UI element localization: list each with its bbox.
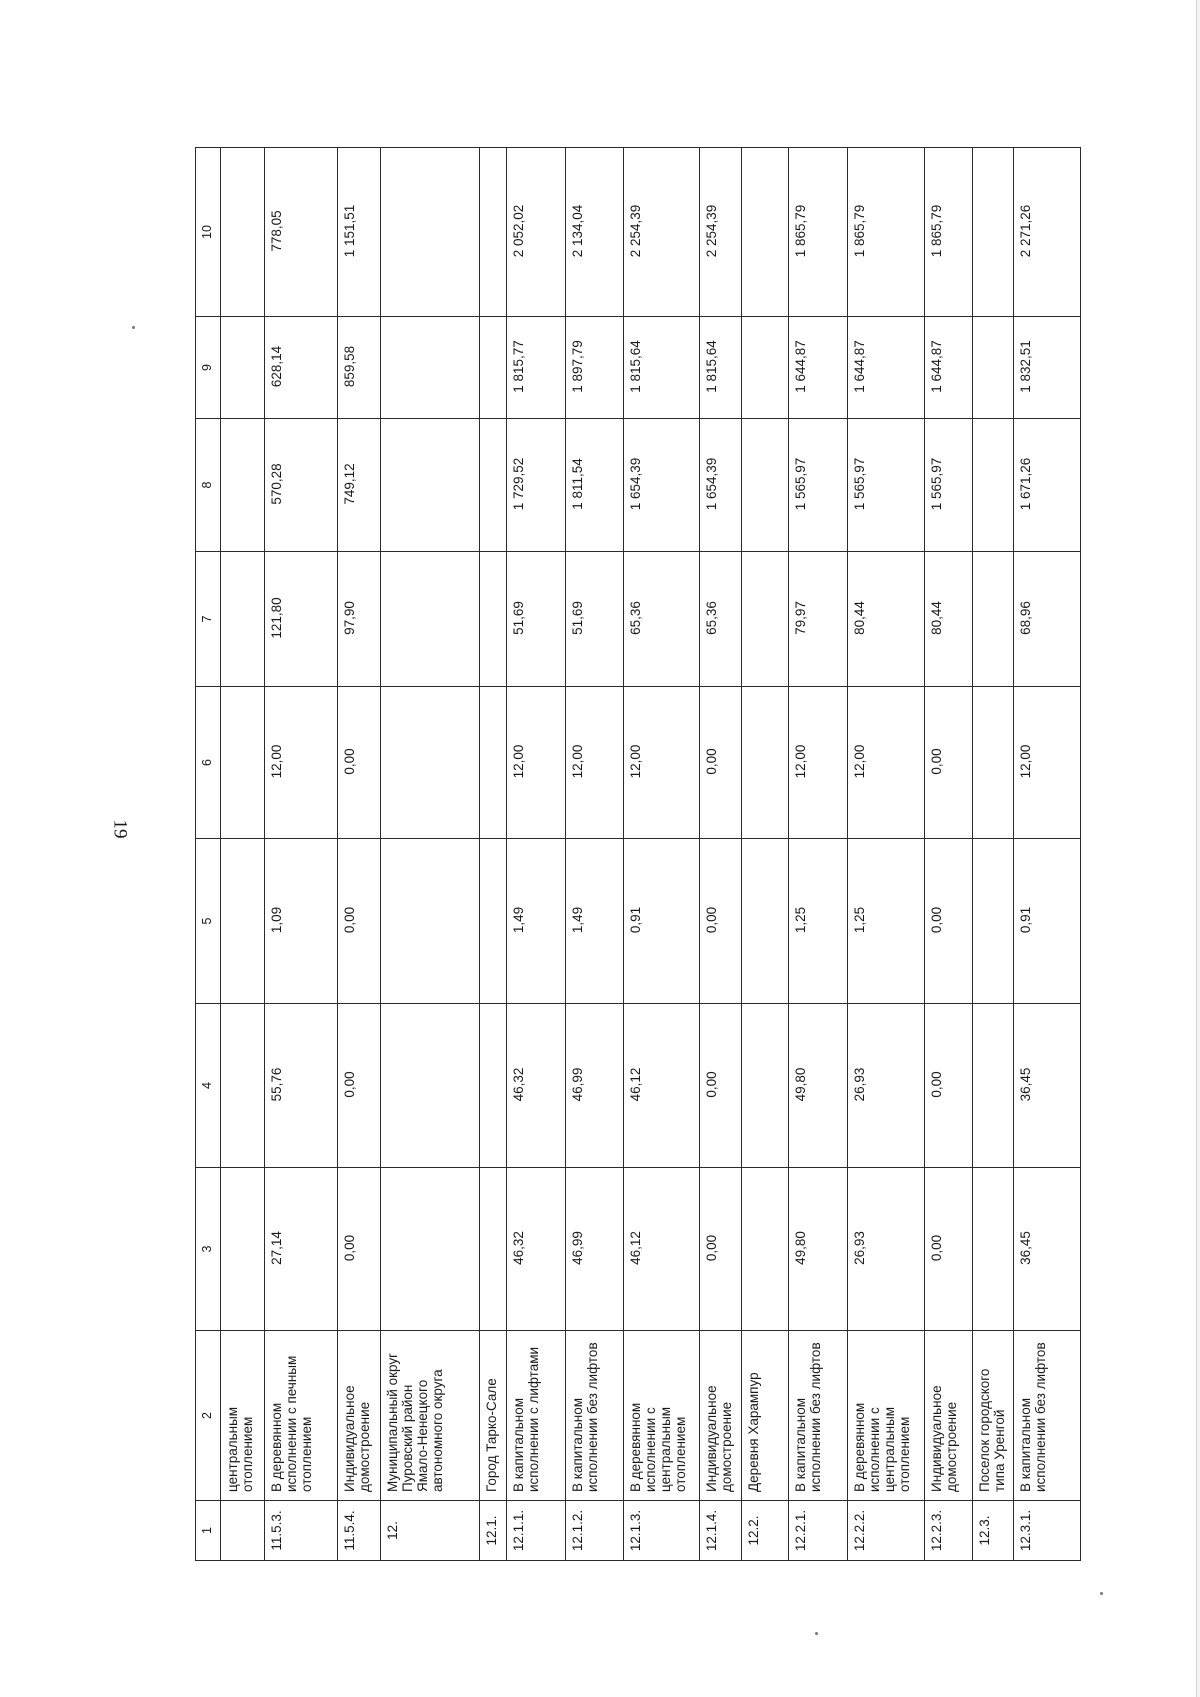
value-cell-col-4: 0,00 — [699, 1004, 741, 1168]
value-cell-col-10: 1 865,79 — [847, 148, 924, 317]
row-number-cell: 12.3. — [972, 1501, 1014, 1561]
value-cell-col-3: 0,00 — [924, 1168, 972, 1331]
value-cell-col-5: 1,25 — [789, 839, 847, 1004]
value-cell-col-10: 1 865,79 — [924, 148, 972, 317]
scan-speck — [815, 1632, 818, 1635]
value-cell-col-10: 2 254,39 — [623, 148, 699, 317]
row-number-cell: 12.1.1. — [507, 1501, 565, 1561]
value-cell-col-4 — [381, 1004, 480, 1168]
value-cell-col-4: 0,00 — [337, 1004, 381, 1168]
value-cell-col-4: 55,76 — [264, 1004, 337, 1168]
header-cell: 4 — [196, 1004, 221, 1168]
value-cell-col-6 — [381, 687, 480, 839]
value-cell-col-3 — [480, 1168, 507, 1331]
row-number-cell: 11.5.3. — [264, 1501, 337, 1561]
header-cell: 10 — [196, 148, 221, 317]
row-description-cell: Индивидуальное домостроение — [699, 1331, 741, 1501]
table-row — [789, 148, 847, 1561]
value-cell-col-10 — [220, 148, 264, 317]
value-cell-col-4: 46,32 — [507, 1004, 565, 1168]
row-description-cell: Муниципальный округ Пуровский район Ямало-Ненецкого автономного округа — [381, 1331, 480, 1501]
row-number-cell: 12.2.3. — [924, 1501, 972, 1561]
value-cell-col-4: 26,93 — [847, 1004, 924, 1168]
value-cell-col-5: 0,91 — [623, 839, 699, 1004]
table-row — [381, 148, 480, 1561]
value-cell-col-7: 80,44 — [924, 552, 972, 687]
value-cell-col-3: 27,14 — [264, 1168, 337, 1331]
value-cell-col-8 — [381, 419, 480, 552]
value-cell-col-9 — [480, 317, 507, 419]
table-row — [264, 148, 337, 1561]
value-cell-col-5: 1,09 — [264, 839, 337, 1004]
header-cell: 1 — [196, 1501, 221, 1561]
value-cell-col-6 — [220, 687, 264, 839]
value-cell-col-6: 12,00 — [507, 687, 565, 839]
value-cell-col-3 — [220, 1168, 264, 1331]
value-cell-col-7: 80,44 — [847, 552, 924, 687]
value-cell-col-5: 0,91 — [1014, 839, 1081, 1004]
value-cell-col-8 — [220, 419, 264, 552]
value-cell-col-7 — [381, 552, 480, 687]
value-cell-col-7: 121,80 — [264, 552, 337, 687]
value-cell-col-3 — [741, 1168, 789, 1331]
value-cell-col-10: 2 254,39 — [699, 148, 741, 317]
value-cell-col-8: 1 729,52 — [507, 419, 565, 552]
value-cell-col-9: 1 644,87 — [924, 317, 972, 419]
value-cell-col-3: 46,99 — [565, 1168, 623, 1331]
row-description-cell: В деревянном исполнении с печным отоплением — [264, 1331, 337, 1501]
value-cell-col-8: 1 565,97 — [924, 419, 972, 552]
value-cell-col-9 — [741, 317, 789, 419]
value-cell-col-3: 0,00 — [337, 1168, 381, 1331]
value-cell-col-6: 12,00 — [565, 687, 623, 839]
value-cell-col-3 — [381, 1168, 480, 1331]
value-cell-col-9 — [220, 317, 264, 419]
value-cell-col-5 — [741, 839, 789, 1004]
scan-speck — [1100, 1592, 1103, 1595]
row-description-cell: Деревня Харампур — [741, 1331, 789, 1501]
value-cell-col-6: 12,00 — [264, 687, 337, 839]
header-cell: 9 — [196, 317, 221, 419]
table-row — [337, 148, 381, 1561]
table-row — [972, 148, 1014, 1561]
value-cell-col-6: 12,00 — [1014, 687, 1081, 839]
value-cell-col-9 — [972, 317, 1014, 419]
value-cell-col-4: 49,80 — [789, 1004, 847, 1168]
value-cell-col-9: 1 644,87 — [847, 317, 924, 419]
value-cell-col-8: 1 654,39 — [699, 419, 741, 552]
row-number-cell: 12.2.1. — [789, 1501, 847, 1561]
value-cell-col-5 — [972, 839, 1014, 1004]
value-cell-col-7: 97,90 — [337, 552, 381, 687]
value-cell-col-8 — [972, 419, 1014, 552]
row-number-cell: 12.1. — [480, 1501, 507, 1561]
value-cell-col-7: 65,36 — [699, 552, 741, 687]
value-cell-col-10 — [741, 148, 789, 317]
table-row — [623, 148, 699, 1561]
value-cell-col-5 — [381, 839, 480, 1004]
table-row — [847, 148, 924, 1561]
value-cell-col-9: 1 897,79 — [565, 317, 623, 419]
header-cell: 7 — [196, 552, 221, 687]
header-cell: 6 — [196, 687, 221, 839]
value-cell-col-4: 46,12 — [623, 1004, 699, 1168]
table-row — [480, 148, 507, 1561]
header-cell: 3 — [196, 1168, 221, 1331]
table-row — [699, 148, 741, 1561]
value-cell-col-3: 46,32 — [507, 1168, 565, 1331]
value-cell-col-8: 1 654,39 — [623, 419, 699, 552]
table-row — [220, 148, 264, 1561]
row-number-cell — [220, 1501, 264, 1561]
table-row — [924, 148, 972, 1561]
value-cell-col-7 — [480, 552, 507, 687]
value-cell-col-4 — [220, 1004, 264, 1168]
header-cell: 8 — [196, 419, 221, 552]
row-description-cell: В капитальном исполнении без лифтов — [1014, 1331, 1081, 1501]
row-description-cell: Индивидуальное домостроение — [337, 1331, 381, 1501]
value-cell-col-7: 51,69 — [565, 552, 623, 687]
value-cell-col-8: 749,12 — [337, 419, 381, 552]
row-number-cell: 12.1.3. — [623, 1501, 699, 1561]
row-number-cell: 12.1.4. — [699, 1501, 741, 1561]
value-cell-col-8: 1 565,97 — [789, 419, 847, 552]
row-description-cell: центральным отоплением — [220, 1331, 264, 1501]
value-cell-col-7: 68,96 — [1014, 552, 1081, 687]
value-cell-col-4 — [741, 1004, 789, 1168]
value-cell-col-8: 1 671,26 — [1014, 419, 1081, 552]
value-cell-col-10: 2 271,26 — [1014, 148, 1081, 317]
table-row — [507, 148, 565, 1561]
value-cell-col-3: 46,12 — [623, 1168, 699, 1331]
value-cell-col-5: 0,00 — [337, 839, 381, 1004]
value-cell-col-7 — [741, 552, 789, 687]
value-cell-col-8 — [741, 419, 789, 552]
value-cell-col-10 — [972, 148, 1014, 317]
row-number-cell: 11.5.4. — [337, 1501, 381, 1561]
value-cell-col-4: 46,99 — [565, 1004, 623, 1168]
value-cell-col-9: 628,14 — [264, 317, 337, 419]
value-cell-col-9: 1 815,77 — [507, 317, 565, 419]
value-cell-col-10 — [381, 148, 480, 317]
value-cell-col-5: 0,00 — [699, 839, 741, 1004]
value-cell-col-5: 1,49 — [565, 839, 623, 1004]
row-description-cell: Поселок городского типа Уренгой — [972, 1331, 1014, 1501]
value-cell-col-4 — [480, 1004, 507, 1168]
header-row — [196, 148, 221, 1561]
value-cell-col-3 — [972, 1168, 1014, 1331]
value-cell-col-8: 1 565,97 — [847, 419, 924, 552]
value-cell-col-10: 778,05 — [264, 148, 337, 317]
value-cell-col-10: 2 052,02 — [507, 148, 565, 317]
scan-speck — [132, 326, 135, 329]
row-description-cell: В капитальном исполнении с лифтами — [507, 1331, 565, 1501]
value-cell-col-5: 1,25 — [847, 839, 924, 1004]
value-cell-col-3: 36,45 — [1014, 1168, 1081, 1331]
value-cell-col-5 — [480, 839, 507, 1004]
value-cell-col-10: 1 865,79 — [789, 148, 847, 317]
row-number-cell: 12.3.1. — [1014, 1501, 1081, 1561]
value-cell-col-4: 0,00 — [924, 1004, 972, 1168]
row-number-cell: 12.2. — [741, 1501, 789, 1561]
value-cell-col-8: 570,28 — [264, 419, 337, 552]
value-cell-col-9: 1 832,51 — [1014, 317, 1081, 419]
value-cell-col-6: 12,00 — [789, 687, 847, 839]
value-cell-col-7 — [972, 552, 1014, 687]
value-cell-col-9: 1 644,87 — [789, 317, 847, 419]
row-description-cell: В капитальном исполнении без лифтов — [789, 1331, 847, 1501]
value-cell-col-10: 2 134,04 — [565, 148, 623, 317]
value-cell-col-10: 1 151,51 — [337, 148, 381, 317]
row-description-cell: В деревянном исполнении с центральным отоплением — [847, 1331, 924, 1501]
value-cell-col-6: 12,00 — [623, 687, 699, 839]
header-cell: 2 — [196, 1331, 221, 1501]
value-cell-col-5: 1,49 — [507, 839, 565, 1004]
row-description-cell: Индивидуальное домостроение — [924, 1331, 972, 1501]
value-cell-col-6 — [741, 687, 789, 839]
value-cell-col-7: 65,36 — [623, 552, 699, 687]
value-cell-col-6: 0,00 — [924, 687, 972, 839]
value-cell-col-3: 49,80 — [789, 1168, 847, 1331]
value-cell-col-8: 1 811,54 — [565, 419, 623, 552]
value-cell-col-3: 0,00 — [699, 1168, 741, 1331]
value-cell-col-9 — [381, 317, 480, 419]
value-cell-col-9: 859,58 — [337, 317, 381, 419]
value-cell-col-6: 0,00 — [699, 687, 741, 839]
table-row — [1014, 148, 1081, 1561]
row-number-cell: 12.2.2. — [847, 1501, 924, 1561]
value-cell-col-6: 12,00 — [847, 687, 924, 839]
value-cell-col-3: 26,93 — [847, 1168, 924, 1331]
table-row — [565, 148, 623, 1561]
value-cell-col-9: 1 815,64 — [623, 317, 699, 419]
row-description-cell: В капитальном исполнении без лифтов — [565, 1331, 623, 1501]
value-cell-col-7: 79,97 — [789, 552, 847, 687]
row-description-cell: В деревянном исполнении с центральным отоплением — [623, 1331, 699, 1501]
value-cell-col-4 — [972, 1004, 1014, 1168]
value-cell-col-7: 51,69 — [507, 552, 565, 687]
header-cell: 5 — [196, 839, 221, 1004]
page-number: 19 — [109, 819, 131, 839]
row-number-cell: 12. — [381, 1501, 480, 1561]
value-cell-col-6 — [972, 687, 1014, 839]
value-cell-col-4: 36,45 — [1014, 1004, 1081, 1168]
value-cell-col-5: 0,00 — [924, 839, 972, 1004]
value-cell-col-8 — [480, 419, 507, 552]
table-row — [741, 148, 789, 1561]
rotated-table-container — [195, 148, 1081, 1561]
value-cell-col-6: 0,00 — [337, 687, 381, 839]
row-description-cell: Город Тарко-Сале — [480, 1331, 507, 1501]
value-cell-col-9: 1 815,64 — [699, 317, 741, 419]
value-cell-col-5 — [220, 839, 264, 1004]
tariff-table — [195, 147, 1081, 1561]
value-cell-col-6 — [480, 687, 507, 839]
value-cell-col-10 — [480, 148, 507, 317]
row-number-cell: 12.1.2. — [565, 1501, 623, 1561]
value-cell-col-7 — [220, 552, 264, 687]
